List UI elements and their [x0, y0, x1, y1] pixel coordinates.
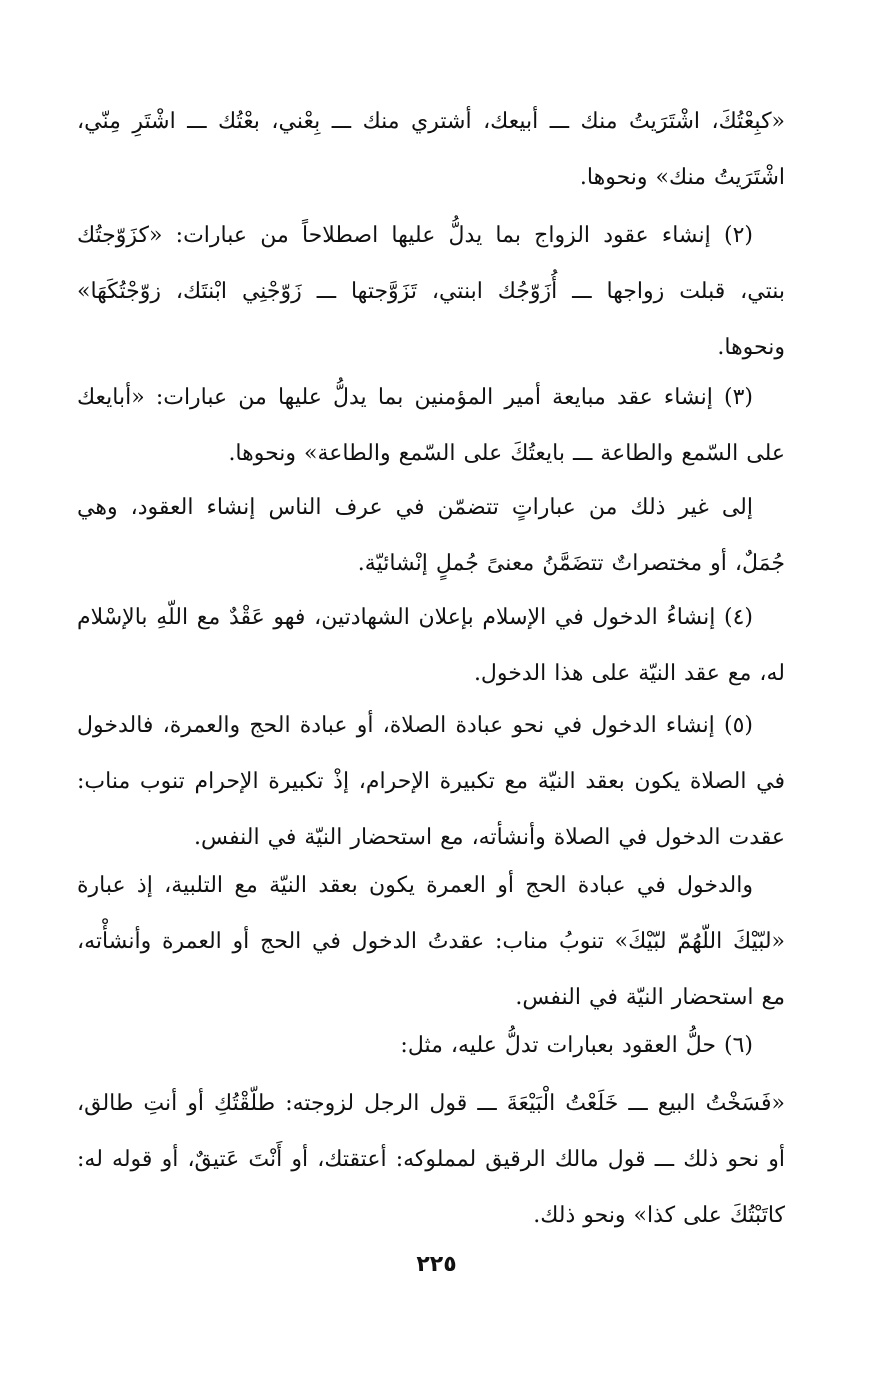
paragraph-marriage-contracts: (٢) إنشاء عقود الزواج بما يدلُّ عليها اصطلاحاً من عبارات: «كزَوّجتُك بنتي، قبلت زواجها ـــ أُزَوّجُك ابنتي، تَزَوَّجتها ـــ زَوّجْنِي ابْنتَك، زوّجْتُكَهَا» ونحوها.: [77, 223, 785, 360]
paragraph-entering-islam: (٤) إنشاءُ الدخول في الإسلام بإعلان الشهادتين، فهو عَقْدٌ مع اللّهِ بالإسْلام له، مع عقد النيّة على هذا الدخول.: [77, 605, 785, 686]
page-number: ٢٢٥: [416, 1252, 457, 1277]
paragraph-sale-phrases: «كبِعْتُكَ، اشْتَرَيتُ منك ـــ أبيعك، أشتري منك ـــ بِعْني، بعْتُك ـــ اشْتَرِ مِنّي، اشْتَرَيتُ منك» ونحوها.: [77, 109, 785, 190]
paragraph-other-phrases: إلى غير ذلك من عباراتٍ تتضمّن في عرف الناس إنشاء العقود، وهي جُمَلٌ، أو مختصراتٌ تتضَمَّنُ معنىً جُملٍ إنْشائيّة.: [77, 495, 785, 576]
paragraph-dissolution-examples: «فَسَخْتُ البيع ـــ خَلَعْتُ الْبَيْعَةَ ـــ قول الرجل لزوجته: طلّقْتُكِ أو أنتِ طالق، أو نحو ذلك ـــ قول مالك الرقيق لمملوكه: أعتقتك، أو أَنْتَ عَتيقٌ، أو قوله له: كاتَبْتُكَ على كذا» ونحو ذلك.: [77, 1091, 785, 1228]
paragraph-allegiance-contract: (٣) إنشاء عقد مبايعة أمير المؤمنين بما يدلُّ عليها من عبارات: «أبايعك على السّمع والطاعة ـــ بايعتُكَ على السّمع والطاعة» ونحوها.: [77, 385, 785, 466]
paragraph-hajj-entry: والدخول في عبادة الحج أو العمرة يكون بعقد النيّة مع التلبية، إذ عبارة «لبّيْكَ اللّهُمّ لبّيْكَ» تنوبُ مناب: عقدتُ الدخول في الحج أو العمرة وأنشأْته، مع استحضار النيّة في النفس.: [77, 873, 785, 1010]
paragraph-prayer-entry: (٥) إنشاء الدخول في نحو عبادة الصلاة، أو عبادة الحج والعمرة، فالدخول في الصلاة يكون بعقد النيّة مع تكبيرة الإحرام، إذْ تكبيرة الإحرام تنوب مناب: عقدت الدخول في الصلاة وأنشأته، مع استحضار النيّة في النفس.: [77, 713, 785, 850]
paragraph-dissolving-contracts: (٦) حلُّ العقود بعبارات تدلُّ عليه، مثل:: [400, 1033, 753, 1058]
